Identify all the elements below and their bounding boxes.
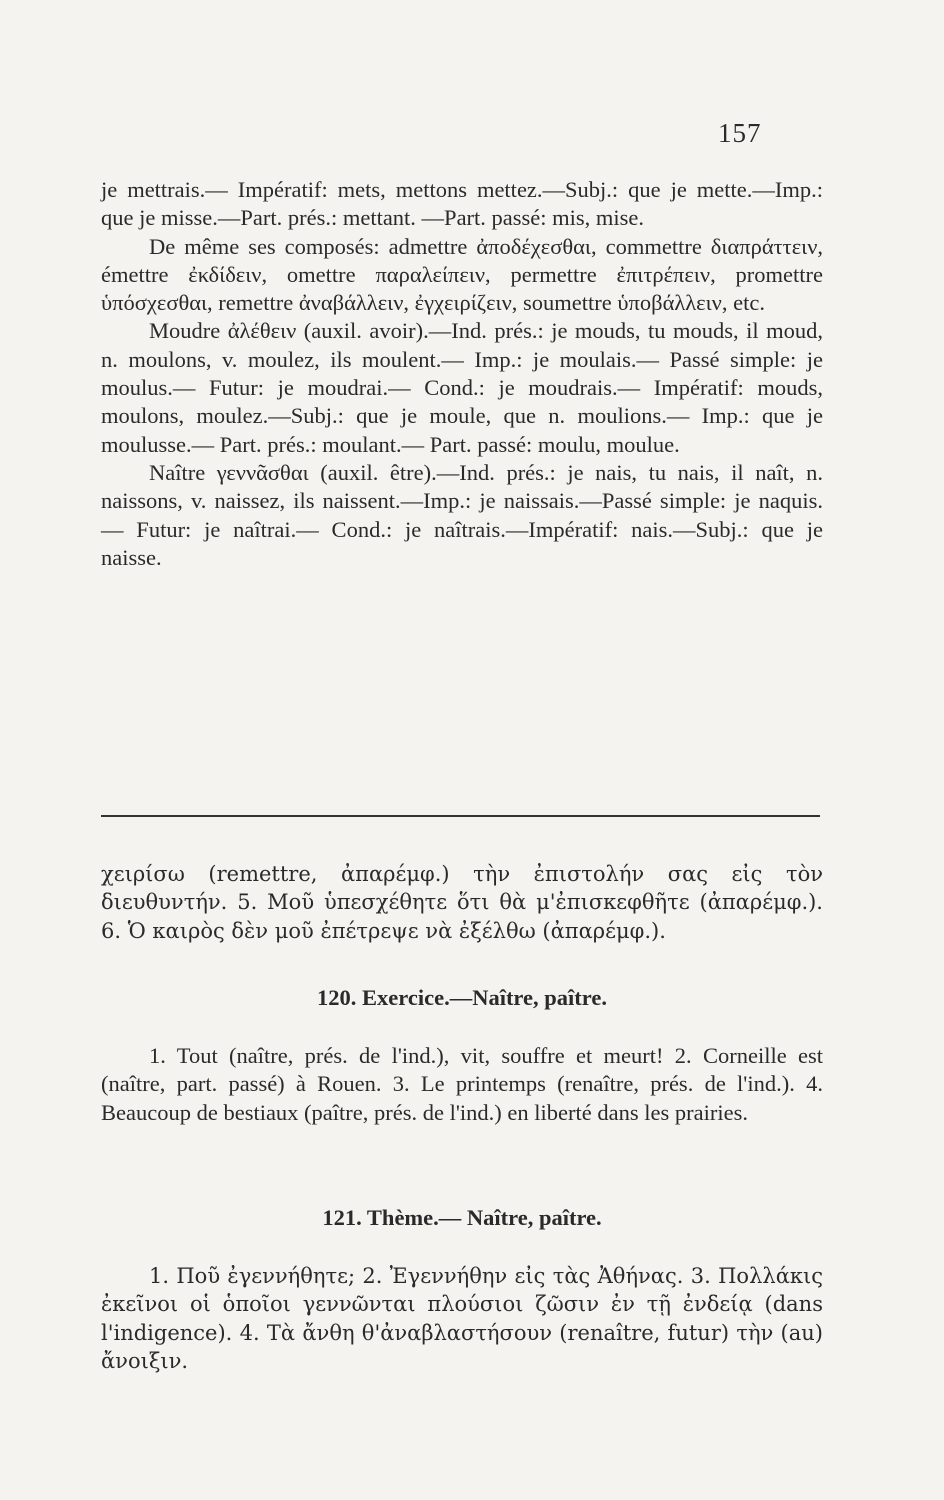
page-number: 157: [718, 118, 762, 148]
mettre-composes: De même ses composés: admettre ἀποδέχεσθαι, commettre διαπράττειν, émettre ἐκδίδειν, omettre παραλείπειν, permettre ἐπιτρέπειν, promettre ὑπόσχεσθαι, remettre ἀναβάλλειν, ἐγχειρίζειν, soumettre ὑποβάλλειν, etc.: [101, 233, 823, 316]
naitre-conjugation: Naître γεννᾶσθαι (auxil. être).—Ind. prés.: je nais, tu nais, il naît, n. naissons, v. naissez, ils naissent.—Imp.: je naissais.—Passé simple: je naquis. — Futur: je naîtrai.— Cond.: je naîtrais.—Impératif: nais.—Subj.: que je naisse.: [101, 459, 823, 570]
exercise-120-text: 1. Tout (naître, prés. de l'ind.), vit, souffre et meurt! 2. Corneille est (naître, part. passé) à Rouen. 3. Le printemps (renaître, prés. de l'ind.). 4. Beaucoup de bestiaux (paître, prés. de l'ind.) en liberté dans les prairies.: [101, 1043, 823, 1125]
theme-121-title: 121. Thème.— Naître, paître.: [322, 1205, 602, 1230]
conjugation-block: [101, 176, 823, 572]
greek-continuation: χειρίσω (remettre, ἀπαρέμφ.) τὴν ἐπιστολήν σας εἰς τὸν διευθυντήν. 5. Μοῦ ὑπεσχέθητε ὅτι θὰ μ'ἐπισκεφθῆτε (ἀπαρέμφ.). 6. Ὁ καιρὸς δὲν μοῦ ἐπέτρεψε νὰ ἐξέλθω (ἀπαρέμφ.).: [101, 862, 823, 943]
moudre-conjugation: Moudre ἀλέθειν (auxil. avoir).—Ind. prés.: je mouds, tu mouds, il moud, n. moulons, v. moulez, ils moulent.— Imp.: je moulais.— Passé simple: je moulus.— Futur: je moudrai.— Cond.: je moudrais.— Impératif: mouds, moulons, moulez.—Subj.: que je moule, que n. moulions.— Imp.: que je moulusse.— Part. prés.: moulant.— Part. passé: moulu, moulue.: [101, 318, 823, 457]
divider-rule: [101, 815, 820, 817]
exercise-120-title: 120. Exercice.—Naître, paître.: [317, 985, 607, 1010]
theme-121-text: 1. Ποῦ ἐγεννήθητε; 2. Ἐγεννήθην εἰς τὰς Ἀθήνας. 3. Πολλάκις ἐκεῖνοι οἱ ὁποῖοι γεννῶνται πλούσιοι ζῶσιν ἐν τῇ ἐνδείᾳ (dans l'indigence). 4. Τὰ ἄνθη θ'ἀναβλαστήσουν (renaître, futur) τὴν (au) ἄνοιξιν.: [101, 1264, 823, 1373]
mettre-conjugation: je mettrais.— Impératif: mets, mettons mettez.—Subj.: que je mette.—Imp.: que je misse.—Part. prés.: mettant. —Part. passé: mis, mise.: [101, 177, 823, 231]
